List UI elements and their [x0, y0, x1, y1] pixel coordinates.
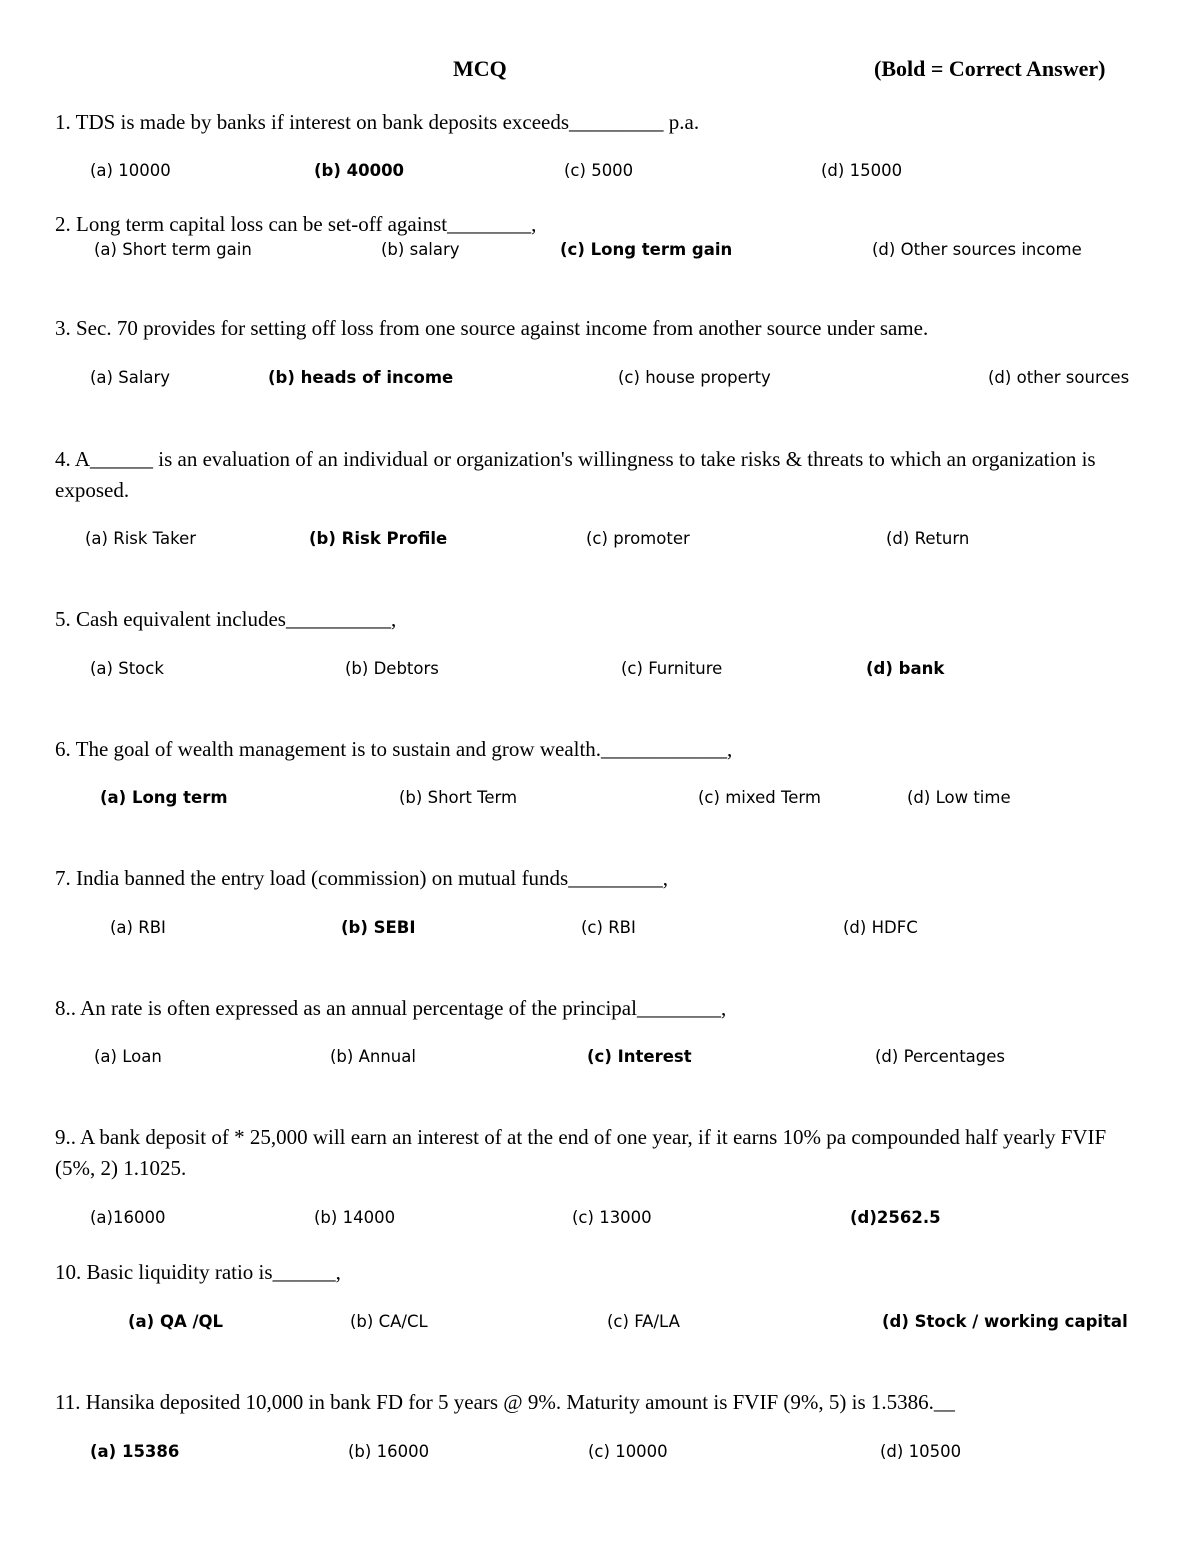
q9-option-d-correct: (d)2562.5	[850, 1208, 941, 1227]
q8-option-d: (d) Percentages	[875, 1047, 1006, 1066]
q10-option-b: (b) CA/CL	[350, 1312, 428, 1331]
q1-option-b-correct: (b) 40000	[314, 161, 405, 180]
question-8: 8.. An rate is often expressed as an annual percentage of the principal________,	[55, 996, 727, 1020]
q11-option-b: (b) 16000	[348, 1442, 430, 1461]
q4-option-d: (d) Return	[886, 529, 970, 548]
q4-option-a: (a) Risk Taker	[85, 529, 197, 548]
question-4: 4. A______ is an evaluation of an individual or organization's willingness to take risks & threats to which an organization is exposed.	[55, 447, 1096, 502]
page-title: MCQ	[453, 56, 507, 81]
q2-option-c-correct: (c) Long term gain	[560, 240, 733, 259]
q3-option-c: (c) house property	[618, 368, 771, 387]
q9-option-b: (b) 14000	[314, 1208, 396, 1227]
q7-option-b-correct: (b) SEBI	[341, 918, 416, 937]
q3-option-a: (a) Salary	[90, 368, 171, 387]
q1-option-c: (c) 5000	[564, 161, 634, 180]
q9-option-a: (a)16000	[90, 1208, 166, 1227]
q11-option-d: (d) 10500	[880, 1442, 962, 1461]
question-1: 1. TDS is made by banks if interest on bank deposits exceeds_________ p.a.	[55, 110, 700, 134]
q6-option-b: (b) Short Term	[399, 788, 518, 807]
q5-option-d-correct: (d) bank	[866, 659, 945, 678]
q8-option-b: (b) Annual	[330, 1047, 416, 1066]
q5-option-c: (c) Furniture	[621, 659, 723, 678]
q10-option-d: (d) Stock / working capital	[882, 1312, 1128, 1331]
q4-option-c: (c) promoter	[586, 529, 690, 548]
q7-option-d: (d) HDFC	[843, 918, 918, 937]
q2-option-b: (b) salary	[381, 240, 460, 259]
answer-legend: (Bold = Correct Answer)	[874, 56, 1106, 81]
question-7: 7. India banned the entry load (commission) on mutual funds_________,	[55, 866, 668, 890]
question-6: 6. The goal of wealth management is to sustain and grow wealth.____________,	[55, 737, 733, 761]
q8-option-a: (a) Loan	[94, 1047, 162, 1066]
q3-option-d: (d) other sources	[988, 368, 1130, 387]
q11-option-c: (c) 10000	[588, 1442, 668, 1461]
q6-option-a-correct: (a) Long term	[100, 788, 228, 807]
q2-option-a: (a) Short term gain	[94, 240, 252, 259]
q1-option-d: (d) 15000	[821, 161, 903, 180]
q2-option-d: (d) Other sources income	[872, 240, 1082, 259]
q7-option-c: (c) RBI	[581, 918, 636, 937]
question-2: 2. Long term capital loss can be set-off against________,	[55, 212, 537, 236]
question-10: 10. Basic liquidity ratio is______,	[55, 1260, 341, 1284]
q7-option-a: (a) RBI	[110, 918, 166, 937]
q11-option-a-correct: (a) 15386	[90, 1442, 180, 1461]
question-3: 3. Sec. 70 provides for setting off loss from one source against income from another source under same.	[55, 316, 929, 340]
question-9: 9.. A bank deposit of * 25,000 will earn an interest of at the end of one year, if it earns 10% pa compounded half yearly FVIF (5%, 2) 1.1025.	[55, 1125, 1107, 1180]
q3-option-b-correct: (b) heads of income	[268, 368, 454, 387]
q4-option-b-correct: (b) Risk Profile	[309, 529, 448, 548]
question-11: 11. Hansika deposited 10,000 in bank FD for 5 years @ 9%. Maturity amount is FVIF (9%, 5) is 1.5386.__	[55, 1390, 955, 1414]
q6-option-c: (c) mixed Term	[698, 788, 821, 807]
q10-option-a: (a) QA /QL	[128, 1312, 224, 1331]
q6-option-d: (d) Low time	[907, 788, 1011, 807]
q8-option-c-correct: (c) Interest	[587, 1047, 692, 1066]
q5-option-b: (b) Debtors	[345, 659, 439, 678]
q10-option-c: (c) FA/LA	[607, 1312, 680, 1331]
q9-option-c: (c) 13000	[572, 1208, 652, 1227]
q1-option-a: (a) 10000	[90, 161, 171, 180]
question-5: 5. Cash equivalent includes__________,	[55, 607, 397, 631]
q5-option-a: (a) Stock	[90, 659, 164, 678]
